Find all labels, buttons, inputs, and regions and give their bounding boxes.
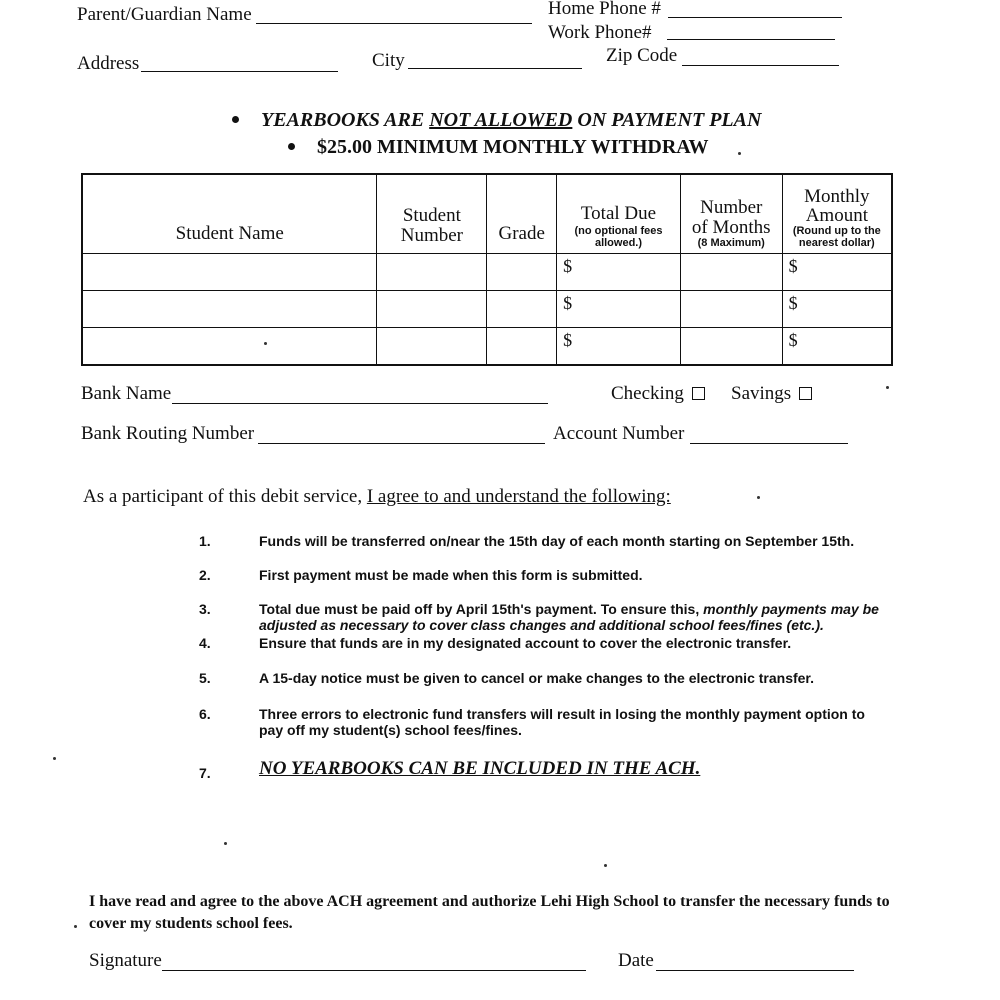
currency-symbol: $: [788, 255, 798, 276]
agreement-text: I have read and agree to the above ACH agreement and authorize Lehi High School to transfer the necessary funds to cover my students school fees.: [89, 893, 890, 932]
number-of-months-cell[interactable]: [680, 327, 782, 365]
bullet-1-text-post: ON PAYMENT PLAN: [572, 109, 762, 131]
table-row: [82, 327, 892, 365]
term-number: 4.: [199, 635, 211, 651]
zip-code-field[interactable]: [682, 42, 839, 66]
term-text: First payment must be made when this form is submitted.: [259, 567, 643, 583]
term-text: Three errors to electronic fund transfers will result in losing the monthly payment option to pay off my student(s) school fees/fines.: [259, 706, 865, 738]
grade-cell[interactable]: [487, 327, 557, 365]
student-name-cell[interactable]: [82, 327, 377, 365]
address-field[interactable]: [141, 48, 338, 72]
table-row: [82, 253, 892, 290]
parent-guardian-name-label: Parent/Guardian Name: [77, 4, 252, 25]
grade-cell[interactable]: [487, 290, 557, 327]
table-row: [82, 290, 892, 327]
col-header-grade: Grade: [487, 174, 557, 253]
monthly-amount-cell[interactable]: [782, 327, 892, 365]
bank-name-field[interactable]: [172, 380, 548, 404]
signature-field[interactable]: [162, 947, 586, 971]
bullet-2-text: $25.00 MINIMUM MONTHLY WITHDRAW: [317, 136, 709, 158]
bank-name-label: Bank Name: [81, 383, 172, 404]
parent-guardian-name-field[interactable]: [256, 0, 532, 24]
bullet-yearbooks-not-allowed: [232, 109, 761, 132]
bullet-1-text-underlined: NOT ALLOWED: [429, 109, 573, 131]
scan-speck: [886, 386, 889, 389]
number-of-months-cell[interactable]: [680, 253, 782, 290]
scan-speck: [53, 757, 56, 760]
bank-routing-number-field[interactable]: [258, 420, 545, 444]
terms-intro-pre: As a participant of this debit service,: [83, 486, 367, 507]
date-field[interactable]: [656, 947, 854, 971]
student-name-cell[interactable]: [82, 290, 377, 327]
student-name-cell[interactable]: [82, 253, 377, 290]
terms-intro-underlined: I agree to and understand the following:: [366, 486, 671, 507]
scan-speck: [74, 925, 77, 928]
term-text: Funds will be transferred on/near the 15th day of each month starting on September 15th.: [259, 533, 855, 549]
term-number: 5.: [199, 670, 211, 686]
term-number: 7.: [199, 765, 211, 781]
currency-symbol: $: [788, 292, 798, 313]
term-number: 1.: [199, 533, 211, 549]
work-phone-label: Work Phone#: [548, 22, 652, 43]
scan-speck: [757, 496, 760, 499]
term-number: 2.: [199, 567, 211, 583]
payment-plan-table: [81, 173, 893, 366]
term-text-italic: monthly payments may be adjusted as necessary to cover class changes and additional school fees/fines (etc.).: [259, 601, 879, 633]
term-text: [259, 601, 884, 633]
col-header-student-number: Student Number: [377, 174, 487, 253]
term-text: A 15-day notice must be given to cancel or make changes to the electronic transfer.: [259, 670, 814, 686]
date-label: Date: [618, 950, 654, 971]
city-label: City: [372, 50, 405, 71]
scan-speck: [604, 864, 607, 867]
col-header-monthly-amount: Monthly Amount (Round up to the nearest dollar): [782, 174, 892, 253]
term-text-plain: Total due must be paid off by April 15th's payment. To ensure this,: [259, 601, 704, 617]
table-header-row: [82, 174, 892, 253]
student-number-cell[interactable]: [377, 327, 487, 365]
grade-cell[interactable]: [487, 253, 557, 290]
term-number: 6.: [199, 706, 211, 722]
home-phone-label: Home Phone #: [548, 0, 661, 19]
col-header-total-due: Total Due (no optional fees allowed.): [557, 174, 681, 253]
col-header-number-of-months: Number of Months (8 Maximum): [680, 174, 782, 253]
account-number-label: Account Number: [553, 423, 685, 444]
address-label: Address: [77, 53, 140, 74]
number-of-months-cell[interactable]: [680, 290, 782, 327]
currency-symbol: $: [563, 329, 573, 350]
zip-code-label: Zip Code: [606, 45, 678, 66]
work-phone-field[interactable]: [667, 16, 835, 40]
savings-label: Savings: [731, 383, 792, 404]
checking-option[interactable]: [611, 383, 705, 405]
scan-speck: [264, 342, 267, 345]
term-text-no-yearbooks: NO YEARBOOKS CAN BE INCLUDED IN THE ACH.: [259, 758, 701, 779]
checking-label: Checking: [611, 383, 684, 404]
bullet-dot-icon: [232, 116, 239, 123]
terms-intro: [83, 486, 671, 508]
col-header-student-name: Student Name: [82, 174, 377, 253]
term-number: 3.: [199, 601, 211, 617]
signature-label: Signature: [89, 950, 162, 971]
term-text: Ensure that funds are in my designated account to cover the electronic transfer.: [259, 635, 792, 651]
bullet-dot-icon: [288, 143, 295, 150]
savings-checkbox[interactable]: [799, 387, 812, 400]
account-number-field[interactable]: [690, 420, 848, 444]
monthly-amount-cell[interactable]: [782, 290, 892, 327]
bullet-minimum-withdraw: [288, 136, 709, 159]
bullet-1-text-pre: YEARBOOKS ARE: [261, 109, 430, 131]
checking-checkbox[interactable]: [692, 387, 705, 400]
city-field[interactable]: [408, 45, 582, 69]
student-number-cell[interactable]: [377, 290, 487, 327]
currency-symbol: $: [563, 255, 573, 276]
monthly-amount-cell[interactable]: [782, 253, 892, 290]
savings-option[interactable]: [731, 383, 812, 405]
currency-symbol: $: [563, 292, 573, 313]
scan-speck: [224, 842, 227, 845]
total-due-cell[interactable]: [557, 253, 681, 290]
currency-symbol: $: [788, 329, 798, 350]
bank-routing-number-label: Bank Routing Number: [81, 423, 255, 444]
total-due-cell[interactable]: [557, 327, 681, 365]
total-due-cell[interactable]: [557, 290, 681, 327]
scan-speck: [738, 152, 741, 155]
student-number-cell[interactable]: [377, 253, 487, 290]
